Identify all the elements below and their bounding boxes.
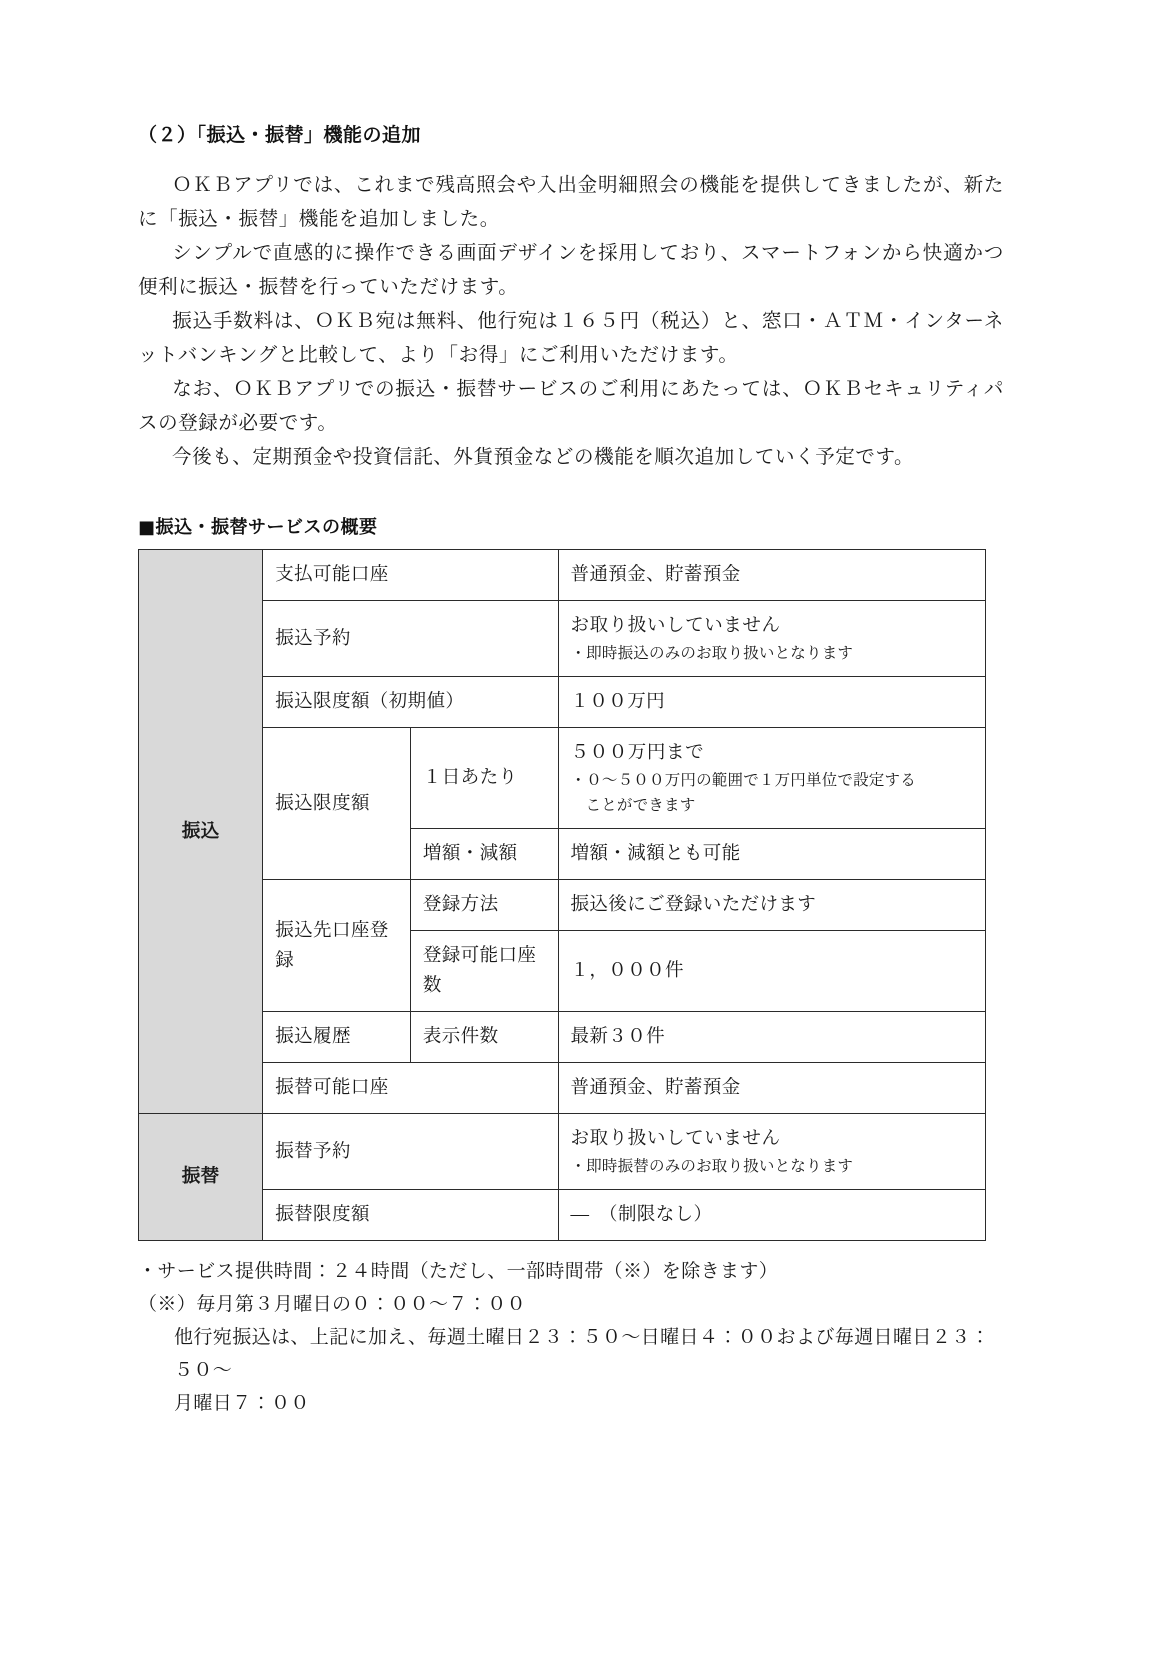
row-label: 支払可能口座 [263, 550, 558, 601]
row-value: 普通預金、貯蓄預金 [558, 550, 986, 601]
table-row [139, 1063, 986, 1114]
row-value [558, 1114, 986, 1190]
row-value: １００万円 [558, 677, 986, 728]
paragraph-text: 振込手数料は、ＯＫＢ宛は無料、他行宛は１６５円（税込）と、窓口・ＡＴＭ・インターネットバンキングと比較して、より「お得」にご利用いただけます。 [138, 311, 1004, 366]
paragraph-text: なお、ＯＫＢアプリでの振込・振替サービスのご利用にあたっては、ＯＫＢセキュリティパスの登録が必要です。 [138, 379, 1004, 434]
paragraph-text: ＯＫＢアプリでは、これまで残高照会や入出金明細照会の機能を提供してきましたが、新たに「振込・振替」機能を追加しました。 [138, 175, 1004, 230]
footnote-line-3: 他行宛振込は、上記に加え、毎週土曜日２３：５０～日曜日４：００および毎週日曜日２３：５０～ [174, 1327, 990, 1381]
table-row [139, 677, 986, 728]
document-content [138, 120, 1004, 1420]
page-title: （２）「振込・振替」機能の追加 [138, 124, 422, 146]
row-value [558, 728, 986, 829]
row-label: 振込履歴 [263, 1012, 411, 1063]
row-sublabel: 登録可能口座数 [410, 931, 558, 1012]
service-overview-table [138, 549, 986, 1241]
row-value: １，０００件 [558, 931, 986, 1012]
table-row [139, 880, 986, 931]
table-row [139, 601, 986, 677]
table-row [139, 550, 986, 601]
table-row [139, 1114, 986, 1190]
row-label: 振替限度額 [263, 1190, 558, 1241]
row-value-note2: ことができます [585, 797, 696, 814]
row-value: ― （制限なし） [558, 1190, 986, 1241]
row-label: 振込限度額 [263, 728, 411, 880]
footnote-line-4: 月曜日７：００ [174, 1393, 310, 1414]
table-row [139, 1190, 986, 1241]
paragraph-4 [138, 373, 1004, 441]
row-value-main: ５００万円まで [570, 743, 705, 763]
footnote-line-1: ・サービス提供時間：２４時間（ただし、一部時間帯（※）を除きます） [138, 1261, 779, 1282]
row-label: 振込限度額（初期値） [263, 677, 558, 728]
row-label: 振込先口座登録 [263, 880, 411, 1012]
paragraph-text: シンプルで直感的に操作できる画面デザインを採用しており、スマートフォンから快適かつ便利に振込・振替を行っていただけます。 [138, 243, 1004, 298]
row-value-main: お取り扱いしていません [570, 616, 781, 636]
row-value: 振込後にご登録いただけます [558, 880, 986, 931]
row-sublabel: １日あたり [410, 728, 558, 829]
row-value [558, 601, 986, 677]
row-value: 最新３０件 [558, 1012, 986, 1063]
row-sublabel: 表示件数 [410, 1012, 558, 1063]
row-value-note: ・即時振込のみのお取り扱いとなります [570, 645, 854, 662]
paragraph-text: 今後も、定期預金や投資信託、外貨預金などの機能を順次追加していく予定です。 [172, 447, 915, 468]
paragraph-5 [138, 441, 1004, 475]
row-value-main: お取り扱いしていません [570, 1129, 781, 1149]
row-label: 振替可能口座 [263, 1063, 558, 1114]
table-row [139, 728, 986, 829]
row-value: 増額・減額とも可能 [558, 829, 986, 880]
paragraph-3 [138, 305, 1004, 373]
row-label: 振替予約 [263, 1114, 558, 1190]
footnote-line-2: （※）毎月第３月曜日の０：００～７：００ [138, 1294, 527, 1315]
row-sublabel: 登録方法 [410, 880, 558, 931]
table-row [139, 1012, 986, 1063]
row-value: 普通預金、貯蓄預金 [558, 1063, 986, 1114]
category-furikomi: 振込 [139, 550, 263, 1114]
row-value-note: ・即時振替のみのお取り扱いとなります [570, 1158, 854, 1175]
footnotes [138, 1255, 1004, 1420]
section-title: ■振込・振替サービスの概要 [138, 517, 378, 538]
category-furikae: 振替 [139, 1114, 263, 1241]
paragraph-1 [138, 169, 1004, 237]
row-label: 振込予約 [263, 601, 558, 677]
row-value-note: ・０～５００万円の範囲で１万円単位で設定する [570, 772, 916, 789]
row-sublabel: 増額・減額 [410, 829, 558, 880]
paragraph-2 [138, 237, 1004, 305]
